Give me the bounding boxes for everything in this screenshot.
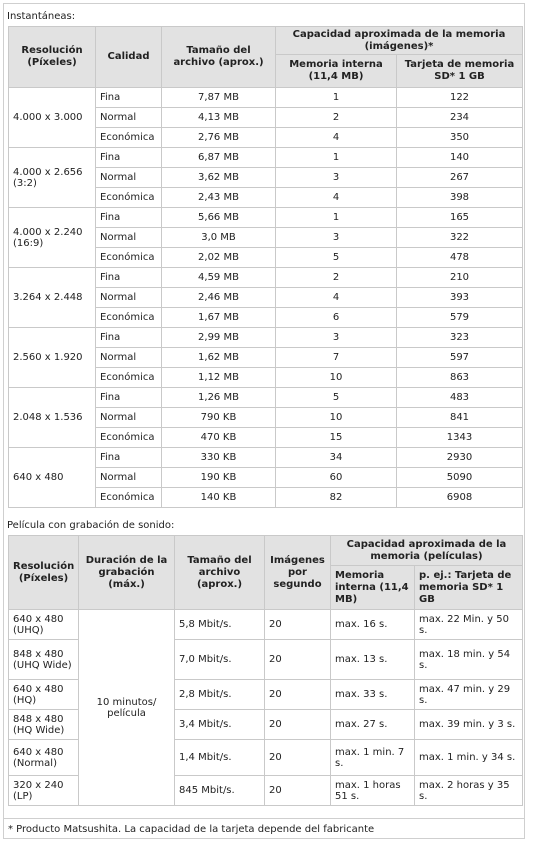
quality-cell: Económica (96, 368, 162, 388)
movie-header-capacity: Capacidad aproximada de la memoria (películas) (331, 536, 523, 566)
header-internal-memory: Memoria interna (11,4 MB) (276, 55, 397, 88)
movie-internal-cell: max. 16 s. (331, 610, 415, 640)
snapshots-label: Instantáneas: (7, 11, 76, 22)
quality-cell: Fina (96, 148, 162, 168)
movies-table (8, 535, 523, 806)
resolution-cell: 640 x 480 (9, 448, 96, 508)
movie-resolution-cell: 640 x 480 (HQ) (9, 680, 79, 710)
internal-capacity-cell: 1 (276, 208, 397, 228)
quality-cell: Económica (96, 308, 162, 328)
movie-internal-cell: max. 1 horas 51 s. (331, 776, 415, 806)
header-quality: Calidad (96, 27, 162, 88)
internal-capacity-cell: 15 (276, 428, 397, 448)
file-size-cell: 2,99 MB (162, 328, 276, 348)
movie-file-size-cell: 3,4 Mbit/s. (175, 710, 265, 740)
quality-cell: Económica (96, 428, 162, 448)
movie-header-resolution: Resolución (Píxeles) (9, 536, 79, 610)
movie-file-size-cell: 1,4 Mbit/s. (175, 740, 265, 776)
internal-capacity-cell: 5 (276, 248, 397, 268)
table-row (9, 148, 523, 168)
internal-capacity-cell: 1 (276, 88, 397, 108)
movie-internal-cell: max. 33 s. (331, 680, 415, 710)
movie-fps-cell: 20 (265, 710, 331, 740)
file-size-cell: 6,87 MB (162, 148, 276, 168)
quality-cell: Fina (96, 388, 162, 408)
card-capacity-cell: 393 (397, 288, 523, 308)
card-capacity-cell: 597 (397, 348, 523, 368)
table-row (9, 88, 523, 108)
resolution-cell: 2.560 x 1.920 (9, 328, 96, 388)
movie-card-cell: max. 2 horas y 35 s. (415, 776, 523, 806)
duration-cell: 10 minutos/ película (79, 610, 175, 806)
table-row (9, 268, 523, 288)
file-size-cell: 140 KB (162, 488, 276, 508)
footnote: * Producto Matsushita. La capacidad de la tarjeta depende del fabricante (3, 818, 525, 839)
internal-capacity-cell: 10 (276, 368, 397, 388)
movie-card-cell: max. 22 Min. y 50 s. (415, 610, 523, 640)
internal-capacity-cell: 82 (276, 488, 397, 508)
file-size-cell: 7,87 MB (162, 88, 276, 108)
movie-fps-cell: 20 (265, 640, 331, 680)
resolution-cell: 4.000 x 3.000 (9, 88, 96, 148)
internal-capacity-cell: 4 (276, 288, 397, 308)
file-size-cell: 4,59 MB (162, 268, 276, 288)
resolution-cell: 4.000 x 2.656 (3:2) (9, 148, 96, 208)
table-row (9, 328, 523, 348)
card-capacity-cell: 5090 (397, 468, 523, 488)
table-row (9, 610, 523, 640)
card-capacity-cell: 323 (397, 328, 523, 348)
card-capacity-cell: 350 (397, 128, 523, 148)
quality-cell: Normal (96, 168, 162, 188)
quality-cell: Económica (96, 488, 162, 508)
movie-resolution-cell: 848 x 480 (UHQ Wide) (9, 640, 79, 680)
internal-capacity-cell: 1 (276, 148, 397, 168)
quality-cell: Normal (96, 408, 162, 428)
card-capacity-cell: 267 (397, 168, 523, 188)
resolution-cell: 2.048 x 1.536 (9, 388, 96, 448)
card-capacity-cell: 863 (397, 368, 523, 388)
quality-cell: Fina (96, 448, 162, 468)
internal-capacity-cell: 60 (276, 468, 397, 488)
file-size-cell: 3,62 MB (162, 168, 276, 188)
file-size-cell: 1,12 MB (162, 368, 276, 388)
movie-fps-cell: 20 (265, 740, 331, 776)
movie-header-fps: Imágenes por segundo (265, 536, 331, 610)
card-capacity-cell: 2930 (397, 448, 523, 468)
internal-capacity-cell: 4 (276, 128, 397, 148)
quality-cell: Fina (96, 88, 162, 108)
quality-cell: Fina (96, 208, 162, 228)
internal-capacity-cell: 4 (276, 188, 397, 208)
card-capacity-cell: 1343 (397, 428, 523, 448)
card-capacity-cell: 841 (397, 408, 523, 428)
movie-card-cell: max. 47 min. y 29 s. (415, 680, 523, 710)
quality-cell: Normal (96, 228, 162, 248)
movie-fps-cell: 20 (265, 680, 331, 710)
file-size-cell: 2,76 MB (162, 128, 276, 148)
internal-capacity-cell: 7 (276, 348, 397, 368)
card-capacity-cell: 478 (397, 248, 523, 268)
movie-header-file-size: Tamaño del archivo (aprox.) (175, 536, 265, 610)
card-capacity-cell: 579 (397, 308, 523, 328)
movie-header-duration: Duración de la grabación (máx.) (79, 536, 175, 610)
movie-file-size-cell: 2,8 Mbit/s. (175, 680, 265, 710)
card-capacity-cell: 165 (397, 208, 523, 228)
file-size-cell: 1,62 MB (162, 348, 276, 368)
file-size-cell: 470 KB (162, 428, 276, 448)
file-size-cell: 330 KB (162, 448, 276, 468)
header-resolution: Resolución (Píxeles) (9, 27, 96, 88)
file-size-cell: 1,26 MB (162, 388, 276, 408)
movie-card-cell: max. 18 min. y 54 s. (415, 640, 523, 680)
movies-label: Película con grabación de sonido: (7, 520, 175, 531)
internal-capacity-cell: 34 (276, 448, 397, 468)
movie-file-size-cell: 5,8 Mbit/s. (175, 610, 265, 640)
movie-fps-cell: 20 (265, 776, 331, 806)
movie-file-size-cell: 845 Mbit/s. (175, 776, 265, 806)
card-capacity-cell: 210 (397, 268, 523, 288)
movie-resolution-cell: 640 x 480 (UHQ) (9, 610, 79, 640)
card-capacity-cell: 6908 (397, 488, 523, 508)
internal-capacity-cell: 2 (276, 268, 397, 288)
card-capacity-cell: 483 (397, 388, 523, 408)
movie-resolution-cell: 320 x 240 (LP) (9, 776, 79, 806)
internal-capacity-cell: 10 (276, 408, 397, 428)
movie-resolution-cell: 640 x 480 (Normal) (9, 740, 79, 776)
card-capacity-cell: 398 (397, 188, 523, 208)
quality-cell: Normal (96, 288, 162, 308)
movie-card-cell: max. 1 min. y 34 s. (415, 740, 523, 776)
movie-header-internal-memory: Memoria interna (11,4 MB) (331, 566, 415, 610)
header-capacity: Capacidad aproximada de la memoria (imágenes)* (276, 27, 523, 55)
card-capacity-cell: 322 (397, 228, 523, 248)
movie-file-size-cell: 7,0 Mbit/s. (175, 640, 265, 680)
movie-header-sd-card: p. ej.: Tarjeta de memoria SD* 1 GB (415, 566, 523, 610)
movie-internal-cell: max. 1 min. 7 s. (331, 740, 415, 776)
quality-cell: Económica (96, 188, 162, 208)
table-row (9, 448, 523, 468)
card-capacity-cell: 122 (397, 88, 523, 108)
file-size-cell: 1,67 MB (162, 308, 276, 328)
quality-cell: Económica (96, 128, 162, 148)
quality-cell: Normal (96, 108, 162, 128)
internal-capacity-cell: 6 (276, 308, 397, 328)
table-row (9, 388, 523, 408)
header-file-size: Tamaño del archivo (aprox.) (162, 27, 276, 88)
movie-internal-cell: max. 13 s. (331, 640, 415, 680)
internal-capacity-cell: 5 (276, 388, 397, 408)
quality-cell: Económica (96, 248, 162, 268)
movie-fps-cell: 20 (265, 610, 331, 640)
file-size-cell: 790 KB (162, 408, 276, 428)
snapshots-table (8, 26, 523, 508)
resolution-cell: 4.000 x 2.240 (16:9) (9, 208, 96, 268)
internal-capacity-cell: 3 (276, 228, 397, 248)
internal-capacity-cell: 2 (276, 108, 397, 128)
file-size-cell: 3,0 MB (162, 228, 276, 248)
table-row (9, 208, 523, 228)
header-sd-card: Tarjeta de memoria SD* 1 GB (397, 55, 523, 88)
file-size-cell: 190 KB (162, 468, 276, 488)
internal-capacity-cell: 3 (276, 328, 397, 348)
file-size-cell: 2,43 MB (162, 188, 276, 208)
file-size-cell: 2,46 MB (162, 288, 276, 308)
card-capacity-cell: 234 (397, 108, 523, 128)
file-size-cell: 2,02 MB (162, 248, 276, 268)
internal-capacity-cell: 3 (276, 168, 397, 188)
resolution-cell: 3.264 x 2.448 (9, 268, 96, 328)
movie-internal-cell: max. 27 s. (331, 710, 415, 740)
card-capacity-cell: 140 (397, 148, 523, 168)
quality-cell: Fina (96, 328, 162, 348)
movie-resolution-cell: 848 x 480 (HQ Wide) (9, 710, 79, 740)
quality-cell: Fina (96, 268, 162, 288)
quality-cell: Normal (96, 348, 162, 368)
movie-card-cell: max. 39 min. y 3 s. (415, 710, 523, 740)
quality-cell: Normal (96, 468, 162, 488)
file-size-cell: 4,13 MB (162, 108, 276, 128)
file-size-cell: 5,66 MB (162, 208, 276, 228)
